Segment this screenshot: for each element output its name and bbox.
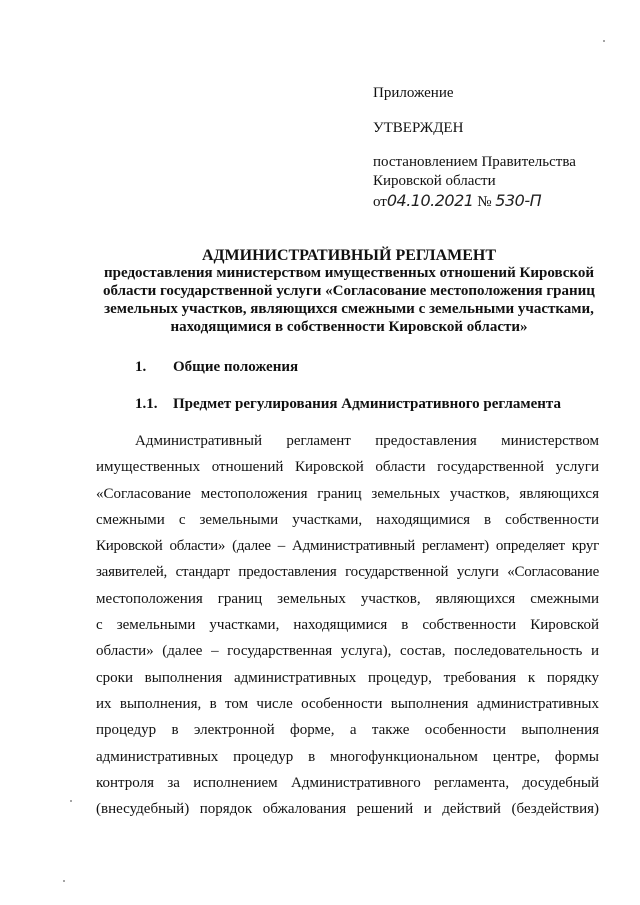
- subtitle-line: находящимися в собственности Кировской области»: [170, 319, 528, 335]
- body-line: (внесудебный) порядок обжалования решений и действий (бездействия): [96, 801, 599, 818]
- number-sign: №: [477, 194, 492, 210]
- scan-speck: [70, 800, 72, 802]
- body-line: местоположения границ земельных участков, являющихся смежными: [96, 590, 599, 607]
- body-line: области» (далее – государственная услуга), состав, последовательность и: [96, 643, 599, 660]
- body-line: заявителей, стандарт предоставления государственной услуги «Согласование: [96, 564, 599, 581]
- section-number: 1.: [135, 359, 147, 375]
- subtitle-line: земельных участков, являющихся смежными с земельными участками,: [104, 301, 594, 317]
- section-1-heading: [135, 358, 298, 377]
- body-line: сроки выполнения административных процедур, требования к порядку: [96, 669, 599, 686]
- approved-label: УТВЕРЖДЕН: [373, 120, 464, 136]
- section-number: 1.1.: [135, 396, 158, 412]
- body-line: смежными с земельными участками, находящимися в собственности: [96, 511, 599, 528]
- body-line: «Согласование местоположения границ земельных участков, являющихся: [96, 485, 599, 502]
- section-title: Предмет регулирования Административного регламента: [173, 396, 561, 412]
- subtitle-line: предоставления министерством имущественных отношений Кировской: [104, 265, 594, 281]
- section-1-1-heading: [135, 395, 561, 414]
- scan-speck: [63, 880, 65, 882]
- document-subtitle: [84, 264, 614, 336]
- document-title: АДМИНИСТРАТИВНЫЙ РЕГЛАМЕНТ: [201, 247, 497, 264]
- body-line: процедур в электронной форме, а также особенности выполнения: [96, 722, 599, 739]
- body-line: имущественных отношений Кировской области государственной услуги: [96, 459, 599, 476]
- appendix-label: Приложение: [373, 85, 454, 101]
- body-line: с земельными участками, находящимися в собственности Кировской: [96, 617, 599, 634]
- handwritten-date: 04.10.2021: [386, 191, 474, 210]
- handwritten-number: 530-П: [495, 191, 542, 210]
- section-title: Общие положения: [173, 359, 299, 375]
- body-line: контроля за исполнением Административного регламента, досудебный: [96, 774, 599, 791]
- body-paragraph: [96, 428, 599, 822]
- body-line: административных процедур в многофункциональном центре, формы: [96, 748, 599, 765]
- decree-date-line: [373, 191, 613, 212]
- approval-block: [373, 84, 613, 212]
- scan-speck: [603, 40, 605, 42]
- decree-line-2: Кировской области: [373, 173, 496, 189]
- body-line: Кировской области» (далее – Административный регламент) определяет круг: [96, 538, 599, 555]
- body-line: их выполнения, в том числе особенности выполнения административных: [96, 695, 599, 712]
- subtitle-line: области государственной услуги «Согласование местоположения границ: [103, 283, 595, 299]
- body-line: Административный регламент предоставления министерством: [135, 433, 599, 449]
- decree-line-1: постановлением Правительства: [373, 154, 576, 170]
- date-prefix: от: [373, 194, 387, 210]
